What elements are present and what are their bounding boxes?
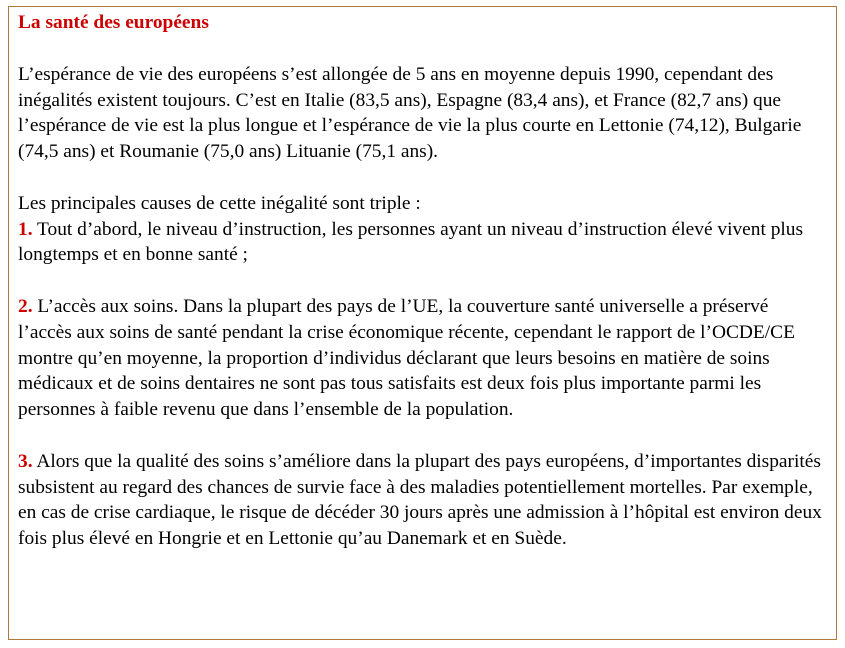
cause-point-3 [18,449,826,552]
cause-number: 2. [18,295,33,317]
document-title: La santé des européens [18,12,209,33]
spacer [18,268,826,294]
intro-paragraph: L’espérance de vie des européens s’est allongée de 5 ans en moyenne depuis 1990, cependant des inégalités existent toujours. C’est en Italie (83,5 ans), Espagne (83,4 ans), et France (82,7 ans) que l’espérance de vie est la plus longue et l’espérance de vie la plus courte en Lettonie (74,12), Bulgarie (74,5 ans) et Roumanie (75,0 ans) Lituanie (75,1 ans). [18,63,802,163]
spacer [18,36,826,62]
causes-intro: Les principales causes de cette inégalité sont triple : [18,192,421,214]
document-frame [8,6,837,640]
cause-number: 1. [18,218,33,240]
cause-number: 3. [18,450,33,472]
cause-point-1 [18,217,826,269]
cause-text: Tout d’abord, le niveau d’instruction, les personnes ayant un niveau d’instruction élevé vivent plus longtemps et en bonne santé ; [18,218,804,266]
spacer [18,165,826,191]
spacer [18,423,826,449]
cause-text: L’accès aux soins. Dans la plupart des pays de l’UE, la couverture santé universelle a préservé l’accès aux soins de santé pendant la crise économique récente, cependant le rapport de l’OCDE/CE montre qu’en moyenne, la proportion d’individus déclarant que leurs besoins en matière de soins médicaux et de soins dentaires ne sont pas tous satisfaits est deux fois plus importante parmi les personnes à faible revenu que dans l’ensemble de la population. [18,295,795,421]
cause-text: Alors que la qualité des soins s’améliore dans la plupart des pays européens, d’importantes disparités subsistent au regard des chances de survie face à des maladies potentiellement mortelles. Par exemple, en cas de crise cardiaque, le risque de décéder 30 jours après une admission à l’hôpital est environ deux fois plus élevé en Hongrie et en Lettonie qu’au Danemark et en Suède. [18,450,822,550]
cause-point-2 [18,294,826,423]
